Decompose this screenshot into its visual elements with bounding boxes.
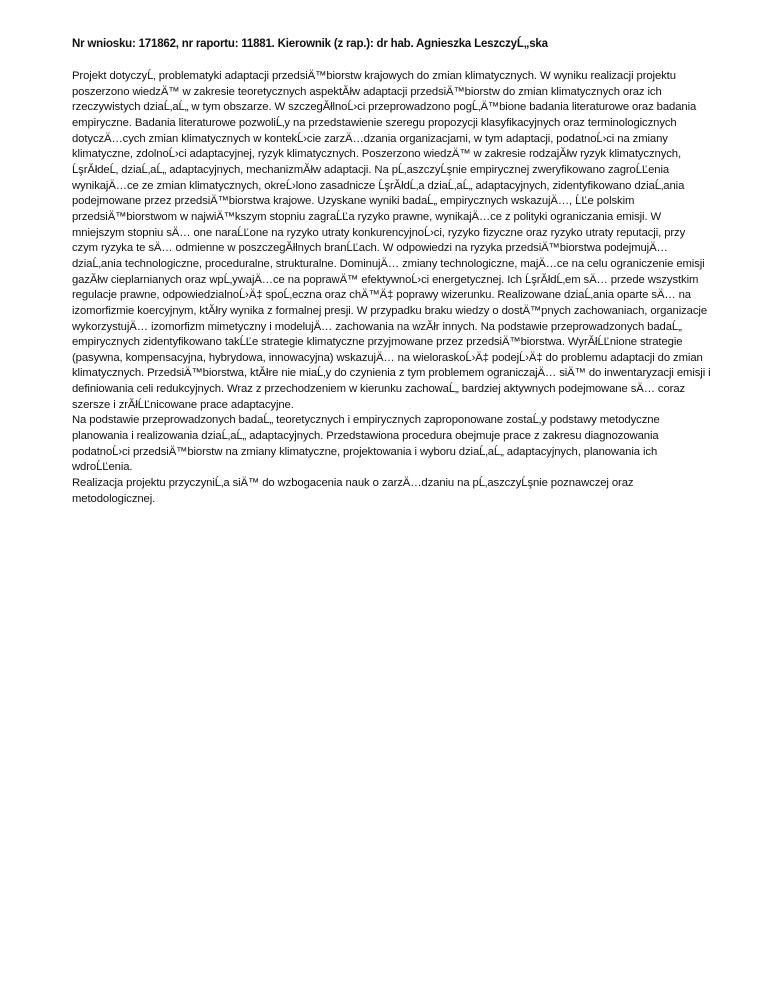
paragraph-findings: Projekt dotyczyĹ‚ problematyki adaptacji przedsiÄ™biorstw krajowych do zmian klimatycznych. W wyniku realizacji projektu poszerzono wiedzÄ™ w zakresie teoretycznych aspektĂłw adaptacji przedsiÄ™biorstw do zmian klimatycznych oraz ich rzeczywistych dziaĹ‚aĹ„ w tym obszarze. W szczegĂłlnoĹ›ci przeprowadzono pogĹ‚Ä™bione badania literaturowe oraz badania empiryczne. Badania literaturowe pozwoliĹ‚y na przedstawienie szeregu propozycji klasyfikacyjnych oraz terminologicznych dotyczÄ…cych zmian klimatycznych w kontekĹ›cie zarzÄ…dzania organizacjami, w tym adaptacji, podatnoĹ›ci na zmiany klimatyczne, zdolnoĹ›ci adaptacyjnej, ryzyk klimatycznych. Poszerzono wiedzÄ™ w zakresie rodzajĂłw ryzyk klimatycznych, ĹşrĂłdeĹ‚ dziaĹ‚aĹ„ adaptacyjnych, mechanizmĂłw adaptacji. Na pĹ‚aszczyĹşnie empirycznej zweryfikowano zagroĹĽenia wynikajÄ…ce ze zmian klimatycznych, okreĹ›lono zasadnicze ĹşrĂłdĹ‚a dziaĹ‚aĹ„ adaptacyjnych, zidentyfikowano dziaĹ‚ania podejmowane przez przedsiÄ™biorstwa krajowe. Uzyskane wyniki badaĹ„ empirycznych wskazujÄ…, ĹĽe polskim przedsiÄ™biorstwom w najwiÄ™kszym stopniu zagraĹĽa ryzyko prawne, wynikajÄ…ce z polityki ograniczania emisji. W mniejszym stopniu sÄ… one naraĹĽone na ryzyko utraty konkurencyjnoĹ›ci, ryzyko fizyczne oraz ryzyko utraty reputacji, przy czym ryzyka te sÄ… odmienne w poszczegĂłlnych branĹĽach. W odpowiedzi na ryzyka przedsiÄ™biorstwa podejmujÄ… dziaĹ‚ania technologiczne, proceduralne, strukturalne. DominujÄ… zmiany technologiczne, majÄ…ce na celu ograniczenie emisji gazĂłw cieplarnianych oraz wpĹ‚ywajÄ…ce na poprawÄ™ efektywnoĹ›ci energetycznej. Ich ĹşrĂłdĹ‚em sÄ… przede wszystkim regulacje prawne, odpowiedzialnoĹ›Ä‡ spoĹ‚eczna oraz chÄ™Ä‡ poprawy wizerunku. Realizowane dziaĹ‚ania oparte sÄ… na izomorfizmie koercyjnym, ktĂłry wynika z formalnej presji. W przypadku braku wiedzy o dostÄ™pnych zachowaniach, organizacje wykorzystujÄ… izomorfizm mimetyczny i modelujÄ… zachowania na wzĂłr innych. Na podstawie przeprowadzonych badaĹ„ empirycznych zidentyfikowano takĹĽe strategie klimatyczne przyjmowane przez przedsiÄ™biorstwa. WyrĂłĹĽnione strategie (pasywna, kompensacyjna, hybrydowa, innowacyjna) wskazujÄ… na wieloraskoĹ›Ä‡ podejĹ›Ä‡ do problemu adaptacji do zmian klimatycznych. PrzedsiÄ™biorstwa, ktĂłre nie miaĹ‚y do czynienia z tym problemem ograniczajÄ… siÄ™ do inwentaryzacji emisji i definiowania celi redukcyjnych. Wraz z przechodzeniem w kierunku zachowaĹ„ bardziej aktywnych podejmowane sÄ… coraz szersze i zrĂłĹĽnicowane prace adaptacyjne. [72, 70, 711, 411]
paragraph-conclusion: Realizacja projektu przyczyniĹ‚a siÄ™ do wzbogacenia nauk o zarzÄ…dzaniu na pĹ‚aszczyĹşnie poznawczej oraz metodologicznej. [72, 477, 634, 505]
report-body [72, 69, 712, 507]
paragraph-methodology: Na podstawie przeprowadzonych badaĹ„ teoretycznych i empirycznych zaproponowane zostaĹ‚y podstawy metodyczne planowania i realizowania dziaĹ‚aĹ„ adaptacyjnych. Przedstawiona procedura obejmuje prace z zakresu diagnozowania podatnoĹ›ci przedsiÄ™biorstw na zmiany klimatyczne, projektowania i wyboru dziaĹ‚aĹ„ adaptacyjnych, planowania ich wdroĹĽenia. [72, 414, 660, 474]
document-page [72, 36, 712, 507]
report-header: Nr wniosku: 171862, nr raportu: 11881. Kierownik (z rap.): dr hab. Agnieszka LeszczyĹ„ska [72, 38, 548, 50]
